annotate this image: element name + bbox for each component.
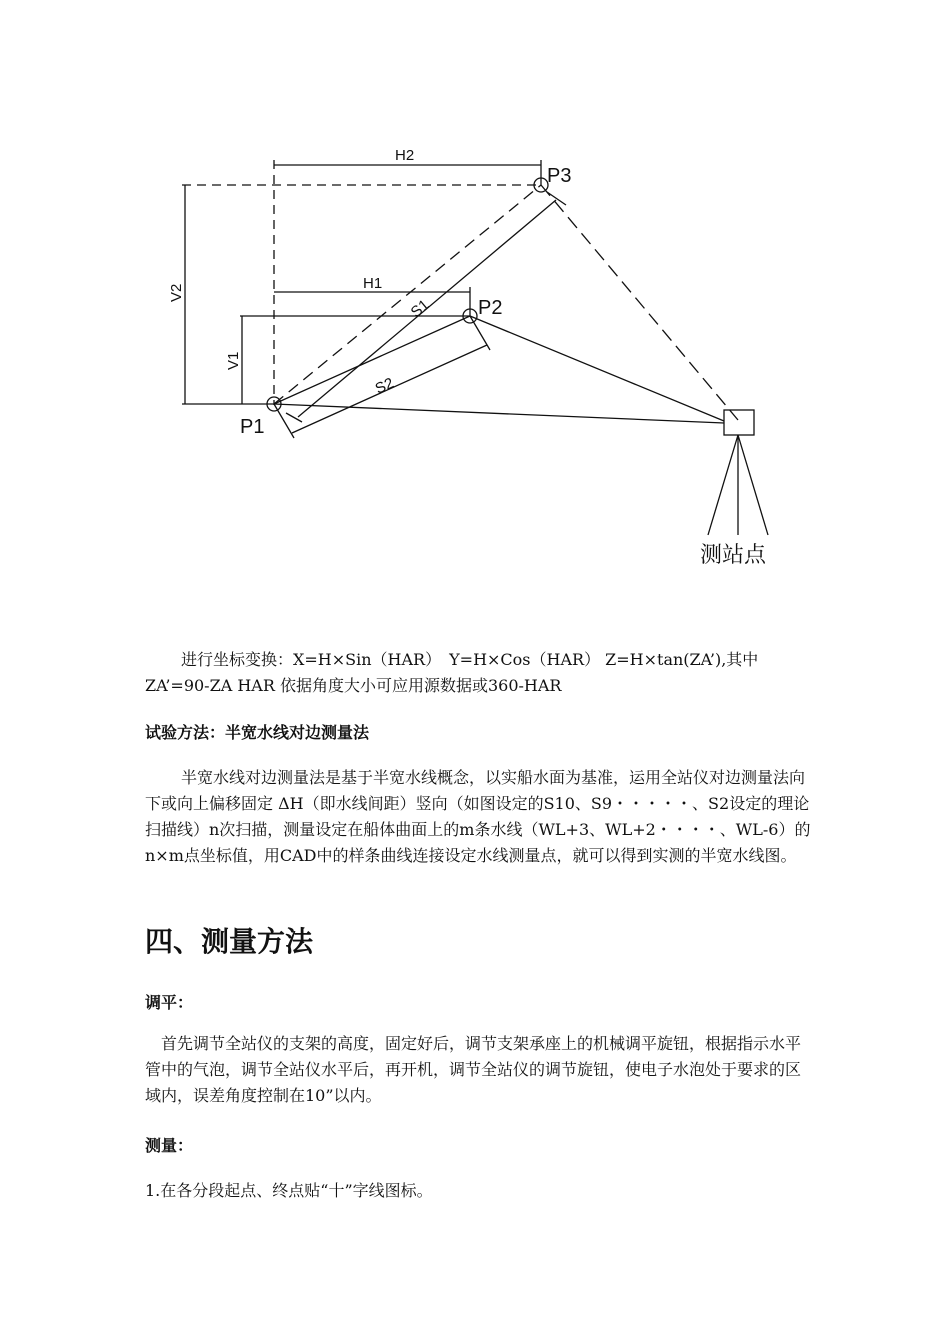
label-v1: V1	[225, 351, 242, 370]
label-s1: S1	[407, 296, 433, 322]
station-instrument	[724, 410, 754, 435]
measurement-diagram	[0, 0, 950, 620]
label-v2: V2	[168, 283, 185, 302]
label-p1: P1	[240, 416, 265, 438]
test-method-paragraph: 半宽水线对边测量法是基于半宽水线概念，以实船水面为基准，运用全站仪对边测量法向下或向上偏移固定 ΔH（即水线间距）竖向（如图设定的S10、S9・・・・・、S2设定的理论扫描线）n次扫描，测量设定在船体曲面上的m条水线（WL+3、WL+2・・・・、WL-6）的n×m点坐标值，用CAD中的样条曲线连接设定水线测量点，就可以得到实测的半宽水线图。	[145, 768, 811, 865]
step-1-text: 1.在各分段起点、终点贴“十”字线图标。	[145, 1181, 433, 1200]
measurement-label: 测量：	[145, 1136, 194, 1155]
p2-station-line	[470, 316, 724, 421]
leveling-paragraph: 首先调节全站仪的支架的高度，固定好后，调节支架承座上的机械调平旋钮，根据指示水平管中的气泡，调节全站仪水平后，再开机，调节全站仪的调节旋钮，使电子水泡处于要求的区域内，误差角度控制在10”以内。	[145, 1034, 802, 1105]
p1-p3-dashed-line	[274, 185, 541, 404]
p1-station-line	[274, 404, 724, 423]
leveling-label: 调平：	[145, 993, 194, 1012]
section-heading: 四、测量方法	[145, 925, 314, 958]
label-h1: H1	[363, 275, 383, 292]
label-p3: P3	[547, 165, 572, 187]
coordinate-transform-paragraph: 进行坐标变换：X=H×Sin（HAR） Y=H×Cos（HAR） Z=H×tan(ZA’),其中ZA’=90-ZA HAR 依据角度大小可应用源数据或360-HAR	[145, 650, 759, 695]
label-s2: S2	[372, 374, 397, 398]
p3-station-dashed-line	[541, 185, 738, 420]
label-h2: H2	[395, 147, 415, 164]
label-p2: P2	[478, 297, 503, 319]
p1-p2-line	[274, 316, 470, 404]
test-method-label: 试验方法：半宽水线对边测量法	[145, 723, 370, 742]
tripod-leg-left	[708, 435, 738, 535]
tripod-leg-right	[738, 435, 768, 535]
label-station: 测站点	[700, 543, 767, 568]
